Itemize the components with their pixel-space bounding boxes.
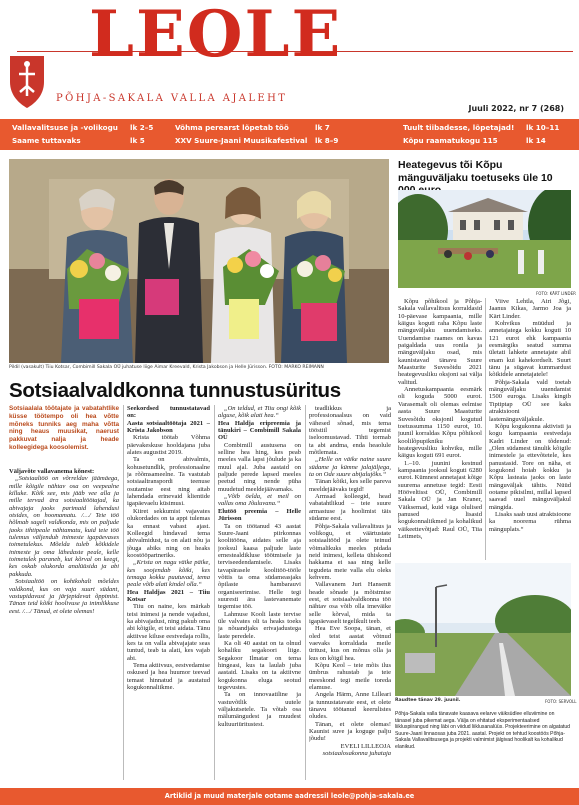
column-divider: [123, 405, 124, 780]
paragraph: Kohvikus müüdud ja annetajatega kokku koguti 10 121 eurot ehk kampaania eesmärgiks seatud summa ületati lahkete annetajate abil enam kui kahekordselt. Suurt tänu ja sügavat kummardust kõikidele annetajatele!: [489, 320, 571, 379]
paragraph: Tiiu on naine, kes märkab teisi inimesi ja nende vajadusi, ka abivajadust, ning pakub oma abi kõigile, et teisi aidata. Tänu aktiivse kiluse eestvedaja rollis, kes ta on valla abivajajate seas tuntud, teab ta alati, kes vajab abi.: [127, 603, 210, 662]
paragraph: Ta on abivalmis, kohusetundlik, professionaalne ja rõõmsameelne. Ta vastutab sotsiaaltranspordi teenuse osutamise eest ning aitab lahendada erinevaid klientide igapäevaelu küsimusi.: [127, 456, 210, 508]
paragraph: Krista töötab Võhma päevakeskuse hooldajana juba alates augustist 2019.: [127, 434, 210, 457]
paragraph: Vallavanem Juri Hansenit heade sõnade ja mõistmise eest, et sotsiaalvaldkonna töö nähtav osa võib olla imeväike selle kõrval, mida ta igapäevaselt tegelikult teeb.: [309, 581, 391, 625]
toc-item-label[interactable]: Kõpu raamatukogu 115: [403, 136, 498, 145]
contents-band: [0, 119, 579, 150]
toc-item-label[interactable]: Tuult tiibadesse, lõpetajad!: [403, 123, 515, 132]
paragraph: Kõpu kogukonna aktivisti ja kogu kampaania eestvedaja Kadri Linder on tõdenud: „Olen südamest tänulik kõigile inimestele ja ettevõtetele, kes panustasid. Tore on näha, et kogukond hoiab kokku ja Kõpu lasteaia jaoks on laste mänguväljak tähtis. Nüüd ootame pikisilmi, millal lapsed saavad uuel mänguväljakul mängida.: [489, 422, 571, 511]
paragraph: „Helle on väike naine suure südame ja kümne jalajäljega, ta on Ode suure abijalujõks.“: [309, 456, 391, 479]
paragraph: Armsad kolleegid, head vabatahtlikud – teie suure armastuse ja hoolimist täis südame eest.: [309, 493, 391, 523]
bottom-photo-credit: FOTO: SERVOLL: [545, 699, 577, 704]
paragraph: Viive Lehtla, Airi Jõgi, Jaanus Kikas, Jarmo Joa ja Kärt Linder.: [489, 298, 571, 320]
paragraph: Hea Haldjas 2021 – Tiiu Kotsar: [127, 588, 210, 603]
paragraph: Põhja-Sakala vallavalitsus ja volikogu, et väärtustate sotsiaaltööd ja olete teinud võimalikuks meeles pidada neid inimesi, kelleta ühiskond hakkama ei saa ning kelle tegudeta meie valla elu oleks kehvem.: [309, 522, 391, 581]
paragraph: „Sotsiaaltöö on võrreldav jäämäega, mille kõigile nähtav osa on veepealne killuke. Kõik see, mis jääb vee alla ja mille tervad ära sotsiaaltöötajad, ka abivajaja jaoks parimaid lahendusi otsides, on hoomamatu. /…/ Teie töö hõlmab sageli valdkonda, mis on paljude jaoks tihtipeale nähtamatu, kuid teie töö tulemus väljendub inimeste igapäevases toimetulekus. Mõelda tuleb kõikidele inimeste ja oma lähedaste peale, kelle toimetulek paraneb, kui kõrval on keegi, kes oskab olukorda analüüsida ja abi pakkuda.: [9, 475, 119, 578]
paragraph: Ka oli 40 aastat on ta olnud kohaliku segakoori liige. Segakoor Ilmatar on tema hingeasi, kus ta laulab juba aastaid. Lisaks on ta aktiivne kogukonna eluga seotud tegevustes.: [218, 640, 301, 692]
main-headline: Sotsiaalvaldkonna tunnustusüritus: [9, 379, 341, 402]
masthead-tagline: PÕHJA-SAKALA VALLA AJALEHT: [56, 93, 288, 104]
paragraph: „On teldud, et Tiiu ongi kõik alguse, kõik alati hea.“: [218, 405, 301, 420]
footer-contact[interactable]: Artiklid ja muud materjale ootame aadressil leole@pohja-sakala.ee: [164, 792, 415, 800]
paragraph: Seekordsed tunnustatavad on:: [127, 405, 210, 420]
coat-of-arms-icon: [6, 52, 48, 110]
toc-item-label[interactable]: Saame tuttavaks: [12, 136, 81, 145]
side-photo-credit: FOTO: KÄRT LINDER: [536, 291, 576, 296]
paragraph: Põhja-Sakala vald toetab mänguväljaku uuendamist 1500 euroga. Lisaks kingib Tiptiptap OÜ see kaks atraktsiooni lastemänguväljakule.: [489, 378, 571, 423]
paragraph: Combimill austusena on selline hea hing, kes peab meeles valla lapsi jõulude ja ka muul ajal. Juba aastaid on paljude perede lapsed meeles peetud ning nende püha muudetud meeldejäävamaks.: [218, 441, 301, 493]
paragraph: teadlikkus ja professionaalsus on vaid vähesed sõnad, mis tema tööstiil tegemist iseloomustavad. Tihti tormab ta abi andma, enda heaolule mõtlemata.: [309, 405, 391, 457]
street-photo: [395, 563, 571, 696]
toc-item-page: lk 2–5: [130, 123, 154, 132]
paragraph: Ta on töötanud 43 aastat Suure-Jaani piirkonnas koolitööna, aidates selle aja jooksul kaasa paljude laste ernestealdikluse töötmisele ja terviseedendamisele. Lisaks tavapärasele koolitöö-tööle võttis ta oma südameasjaks õpilaste hambarauvi organiseerimise. Helle tegi suuresti ära lastevanemate tegemise töö.: [218, 522, 301, 611]
main-photo-caption: Pildil (vasakult) Tiiu Kotsar, Combimill Sakala OÜ juhatuse liige Aimar Kreevald, Krista Jakobson ja Helle Jürisson. FOTO: MARKO REIMANN: [9, 365, 324, 370]
toc-item-label[interactable]: Vallavalitsuse ja -volikogu: [12, 123, 118, 132]
toc-item-label[interactable]: Võhma perearst lõpetab töö: [175, 123, 289, 132]
paragraph: „Võib öelda, et meil on vallas oma Jõuluvana.“: [218, 493, 301, 508]
column-divider: [214, 405, 215, 780]
paragraph: Kiiret sekkumist vajavates olukordades on ta appi tulemas ka ennast vabast ajast. Kolleegid hindavad tema abivalmidust, ta on alati nõu ja jõuga abiks ning on heaks koostööpartneriks.: [127, 507, 210, 559]
column-divider: [485, 298, 486, 560]
issue-date: Juuli 2022, nr 7 (268): [468, 104, 564, 113]
article-column-1: [9, 468, 119, 780]
paragraph: Annetuskampaania eesmärk oli koguda 5000 eurot. Varasemalt oli olemas eelmise aasta Suure Maasturite Suvesõidu oksjonil kogutud toetussumma 1150 eurot, 10. juunil korraldas Kõpu põhikool koolilõpupikniku heategevusliku kohviku, mille käigus koguti 691 eurot.: [398, 386, 482, 460]
paragraph: „Krista on nagu väike päike, kes soojendab kõiki, kes temaga kokku puutuvad, tema peale võib alati kindel olla.“: [127, 559, 210, 589]
toc-item-page: lk 14: [526, 136, 546, 145]
paragraph: Ta on innovaatiline ja vastuvõtlik uutele väljakutsetele. Ta võtab osa mälumängudest ja muudest kultuuriüritustest.: [218, 691, 301, 728]
paragraph: Tänan, et olete olemas! Kaunist suve ja koguge palju jõudu!: [309, 720, 391, 743]
article-column-2: [127, 405, 210, 780]
side-column-2: [489, 298, 571, 560]
bottom-photo-description: Põhja-Sakala valla tänavate kaasava eelarve väiksüdlee elluviimine on tänasel juba pikemat aega. Välja on ehitatud eksperimentaalsed liikluspiirangud ning läbi on viidud liiklusanalüüs. Projekteerimine on algatatud Suure-Jaani linnaosas juba 2021. aastal. Projekt on tehtud koostöös Põhja-Sakala Vallavalitsusega ja projekti valmimist jälgivad hoolikalt ka kohalikud elanikud.: [395, 711, 570, 750]
article-column-3: [218, 405, 301, 780]
paragraph: Elutöö preemia – Helle Jürisson: [218, 507, 301, 523]
paragraph: sotsiaalosakonna juhataja: [322, 750, 391, 758]
paragraph: 1.–10. juunini kestnud kampaania jooksul koguti 6280 eurot. Kümnest annetajast kõige suurema annetuse tegid: Eesti Hööveltisst OÜ, Combimill Sakala OÜ ja Jan Kraner, Väiksemad, kuid väga olulised panused lisasid kogukonnaliikmed ja kohalikud väikeettevõtjad: Raul OÜ, Tiia Leitmets,: [398, 459, 482, 540]
article-column-4: [309, 405, 391, 780]
side-headline: Heategevus tõi Kõpu mänguväljaku toetuseks üle 10: [398, 159, 553, 184]
paragraph: Kõpu Keol – teie mõis ilus ümbrus rahustab ja teie meeskond tegi meile toreda elamuse.: [309, 662, 391, 692]
paragraph: Lisaks saab uusi atraktsioone ka noorema rühma mänguplats.“: [489, 510, 571, 533]
paragraph: Tänan kõiki, kes selle pareva meeldejäävaks tegid!: [309, 478, 391, 493]
mansion-park-photo: [398, 190, 571, 288]
lead-paragraph: Sotsiaalala töötajate ja vabatahtlike küsse töötempo oli hea võtte mõneks tunniks aeg maha võtta ning heaus muusikat, naerust pakkuvat nalja ja heade kolleegidega koosolemist.: [9, 405, 119, 451]
toc-item-page: lk 10–11: [526, 123, 560, 132]
paragraph: Tema aktiivsus, eestvedamise oskused ja hea huumor teevad temast hinnatud ja austatud kogukonnaliikme.: [127, 662, 210, 692]
award-ceremony-photo: [9, 159, 389, 363]
toc-item-page: lk 7: [315, 123, 330, 132]
paragraph: Kõpu põhikool ja Põhja-Sakala vallavalitsus korraldasid 10-päevase kampaania, mille käigus koguti raha Kõpu laste mänguväljaku uuendamiseks. Uuendamise raames on kavas paigaldada uus ronila ja mänguväljaku osad, mis kaunistavad tänavu Suure Maasturite Suvesõidu 2021 heategevusliku oksjoni sai välja valitud.: [398, 298, 482, 386]
toc-item-label[interactable]: XXV Suure-Jaani Muusikafestival: [175, 136, 308, 145]
paragraph: Hea Haldja eripreemia ja tänukiri – Combimill Sakala OÜ: [218, 419, 301, 442]
toc-item-page: lk 5: [130, 136, 145, 145]
masthead-title: LEOLE: [89, 0, 343, 72]
paragraph: Sotsiaaltöö on kohtkohalt mõeldes valdkond, kus on vaja suurt südant, vastupidavust ja järjepidevat õppimist. Tänan teid kõiki hoolivuse ja inimlikkuse eest. /…/ Tänud, et olete olemas!: [9, 578, 119, 615]
bottom-photo-caption-title: Raudtee tänav 29. juunil.: [395, 698, 461, 703]
paragraph: Hea Eve Soopa, tänan, et oled teist aastat võtnud vaevaks korraldada meile üritust, kus on mõnus olla ja kus on kõigil hea.: [309, 625, 391, 662]
paragraph: Väljavõte vallavanema kõnest:: [9, 468, 95, 475]
paragraph: EVELI LILLEOJA: [340, 742, 391, 750]
paragraph: Angela Härm, Anne Lilleari ja tunnustatavate eest, et olete tänavu töötanud keerulistes oludes.: [309, 691, 391, 721]
paragraph: Aasta sotsiaaltöötaja 2021 – Krista Jakobson: [127, 419, 210, 435]
side-column-1: [398, 298, 482, 560]
paragraph: Lahmuse Kooli laste tervise üle valvates oli ta heaks toeks ja nõuandjaks erivajadustega laste peredele.: [218, 610, 301, 640]
toc-item-page: lk 8–9: [315, 136, 339, 145]
column-divider: [305, 405, 306, 780]
